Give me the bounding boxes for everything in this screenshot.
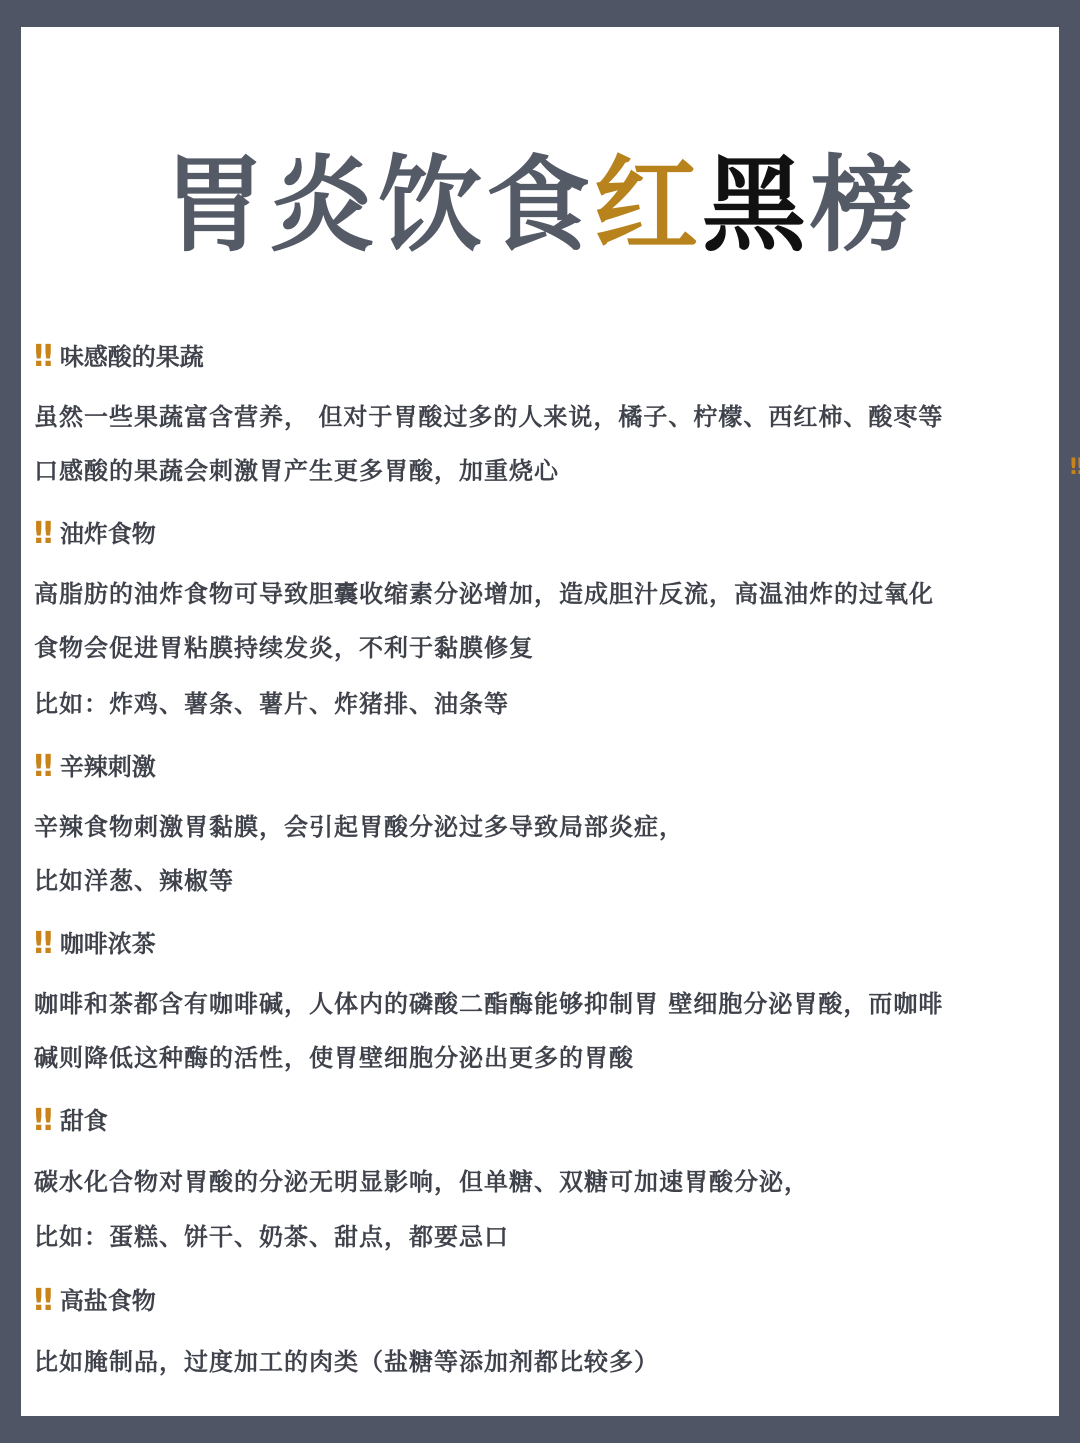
title-red-word: 红 <box>593 144 702 266</box>
paragraph-line: 辛辣食物刺激胃黏膜，会引起胃酸分泌过多导致局部炎症， <box>34 813 684 841</box>
double-exclamation-icon: ‼ <box>1070 455 1078 480</box>
section-heading-high-salt <box>34 1281 156 1321</box>
section-heading-fried-food <box>34 514 156 554</box>
section-heading-text: 味感酸的果蔬 <box>59 343 204 371</box>
paragraph-line: 比如洋葱、辣椒等 <box>34 867 234 895</box>
double-exclamation-icon: ‼ <box>34 516 46 551</box>
page-title <box>0 140 1080 270</box>
paragraph-line: 高脂肪的油炸食物可导致胆囊收缩素分泌增加，造成胆汁反流，高温油炸的过氧化 <box>34 580 934 608</box>
paragraph-line: 虽然一些果蔬富含营养， 但对于胃酸过多的人来说，橘子、柠檬、西红柿、酸枣等 <box>34 403 944 431</box>
paragraph-line: 口感酸的果蔬会刺激胃产生更多胃酸，加重烧心 <box>34 457 559 485</box>
title-black-word: 黑 <box>702 144 811 266</box>
paragraph-line: 比如：炸鸡、薯条、薯片、炸猪排、油条等 <box>34 690 509 718</box>
section-heading-text: 高盐食物 <box>59 1287 156 1315</box>
section-heading-sweets <box>34 1101 108 1141</box>
section-heading-coffee-tea <box>34 924 156 964</box>
section-heading-text: 油炸食物 <box>59 520 156 548</box>
double-exclamation-icon: ‼ <box>34 1283 46 1318</box>
double-exclamation-icon: ‼ <box>34 926 46 961</box>
paragraph-line: 咖啡和茶都含有咖啡碱，人体内的磷酸二酯酶能够抑制胃 壁细胞分泌胃酸，而咖啡 <box>34 990 944 1018</box>
double-exclamation-icon: ‼ <box>34 339 46 374</box>
paragraph-line: 食物会促进胃粘膜持续发炎，不利于黏膜修复 <box>34 634 534 662</box>
double-exclamation-icon: ‼ <box>34 749 46 784</box>
paragraph-line: 碱则降低这种酶的活性，使胃壁细胞分泌出更多的胃酸 <box>34 1044 634 1072</box>
title-main: 胃炎饮食 <box>161 144 594 266</box>
section-heading-text: 辛辣刺激 <box>59 753 156 781</box>
paragraph-line: 比如腌制品，过度加工的肉类（盐糖等添加剂都比较多） <box>34 1348 659 1376</box>
section-heading-text: 咖啡浓茶 <box>59 930 156 958</box>
double-exclamation-icon: ‼ <box>34 1103 46 1138</box>
section-heading-spicy <box>34 747 156 787</box>
paragraph-line: 碳水化合物对胃酸的分泌无明显影响，但单糖、双糖可加速胃酸分泌， <box>34 1168 809 1196</box>
paragraph-line: 比如：蛋糕、饼干、奶茶、甜点，都要忌口 <box>34 1223 509 1251</box>
section-heading-sour-fruits <box>34 337 204 377</box>
title-end: 榜 <box>810 144 919 266</box>
section-heading-text: 甜食 <box>59 1107 108 1135</box>
